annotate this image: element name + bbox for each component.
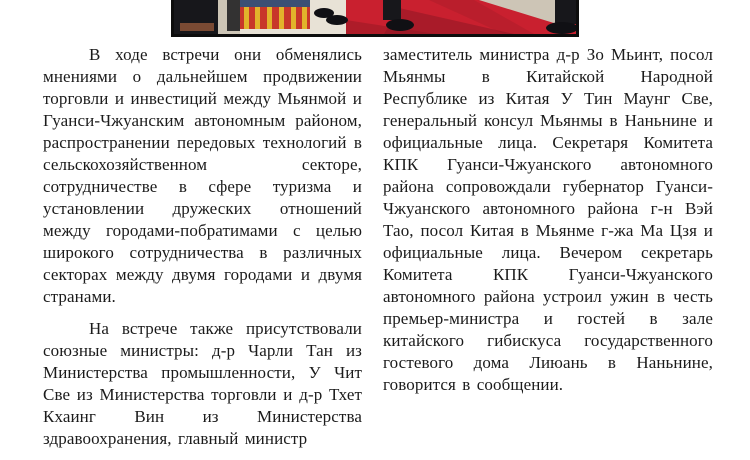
black-shoe (386, 19, 414, 31)
photo-illustration (174, 0, 576, 34)
traditional-skirt (240, 0, 310, 34)
suit-leg-right (555, 0, 576, 24)
black-shoe (326, 15, 348, 25)
suit-leg (383, 0, 401, 20)
skirt-stripe (255, 4, 260, 30)
article-body (43, 44, 713, 450)
paragraph: На встрече также присутствовали союзные министры: д-р Чарли Тан из Министерства промышленности, У Чит Све из Министерства торговли и д-р Тхет Кхаинг Вин из Министерства здравоохранения, главный министр (43, 319, 362, 448)
paragraph: В ходе встречи они обменялись мнениями о дальнейшем продвижении торговли и инвестиций между Мьянмой и Гуанси-Чжуанским автономным районом, распространении передовых технологий в сельскохозяйственном секторе, сотрудничестве в сфере туризма и установлении дружеских отношений между городами-побратимами с целью широкого сотрудничества в различных секторах между двумя городами и двумя странами. (43, 45, 362, 306)
skirt-stripe (302, 4, 307, 30)
event-photo-cropped (171, 0, 579, 37)
skirt-top-band (240, 0, 310, 7)
skirt-stripe (291, 4, 296, 30)
suit-leg (227, 0, 241, 31)
skirt-stripe (244, 4, 249, 30)
right-column (383, 44, 713, 450)
skirt-stripe (267, 4, 272, 30)
brown-floor-strip (180, 23, 214, 31)
skirt-hem-floor (240, 29, 310, 34)
skirt-stripe (279, 4, 284, 30)
left-column (43, 44, 362, 450)
paragraph: заместитель министра д-р Зо Мьинт, посол Мьянмы в Китайской Народной Республике из Китая У Тин Маунг Све, генеральный консул Мьянмы в Наньнине и официальные лица. Секретаря Комитета КПК Гуанси-Чжуанского автономного района сопровождали губернатор Гуанси-Чжуанского автономного района г-н Вэй Тао, посол Китая в Мьянме г-жа Ма Цзя и официальные лица. Вечером секретарь Комитета КПК Гуанси-Чжуанского автономного района устроил ужин в честь премьер-министра и гостей в зале китайского гибискуса государственного гостевого дома Лиюань в Наньнине, говорится в сообщении. (383, 45, 713, 394)
